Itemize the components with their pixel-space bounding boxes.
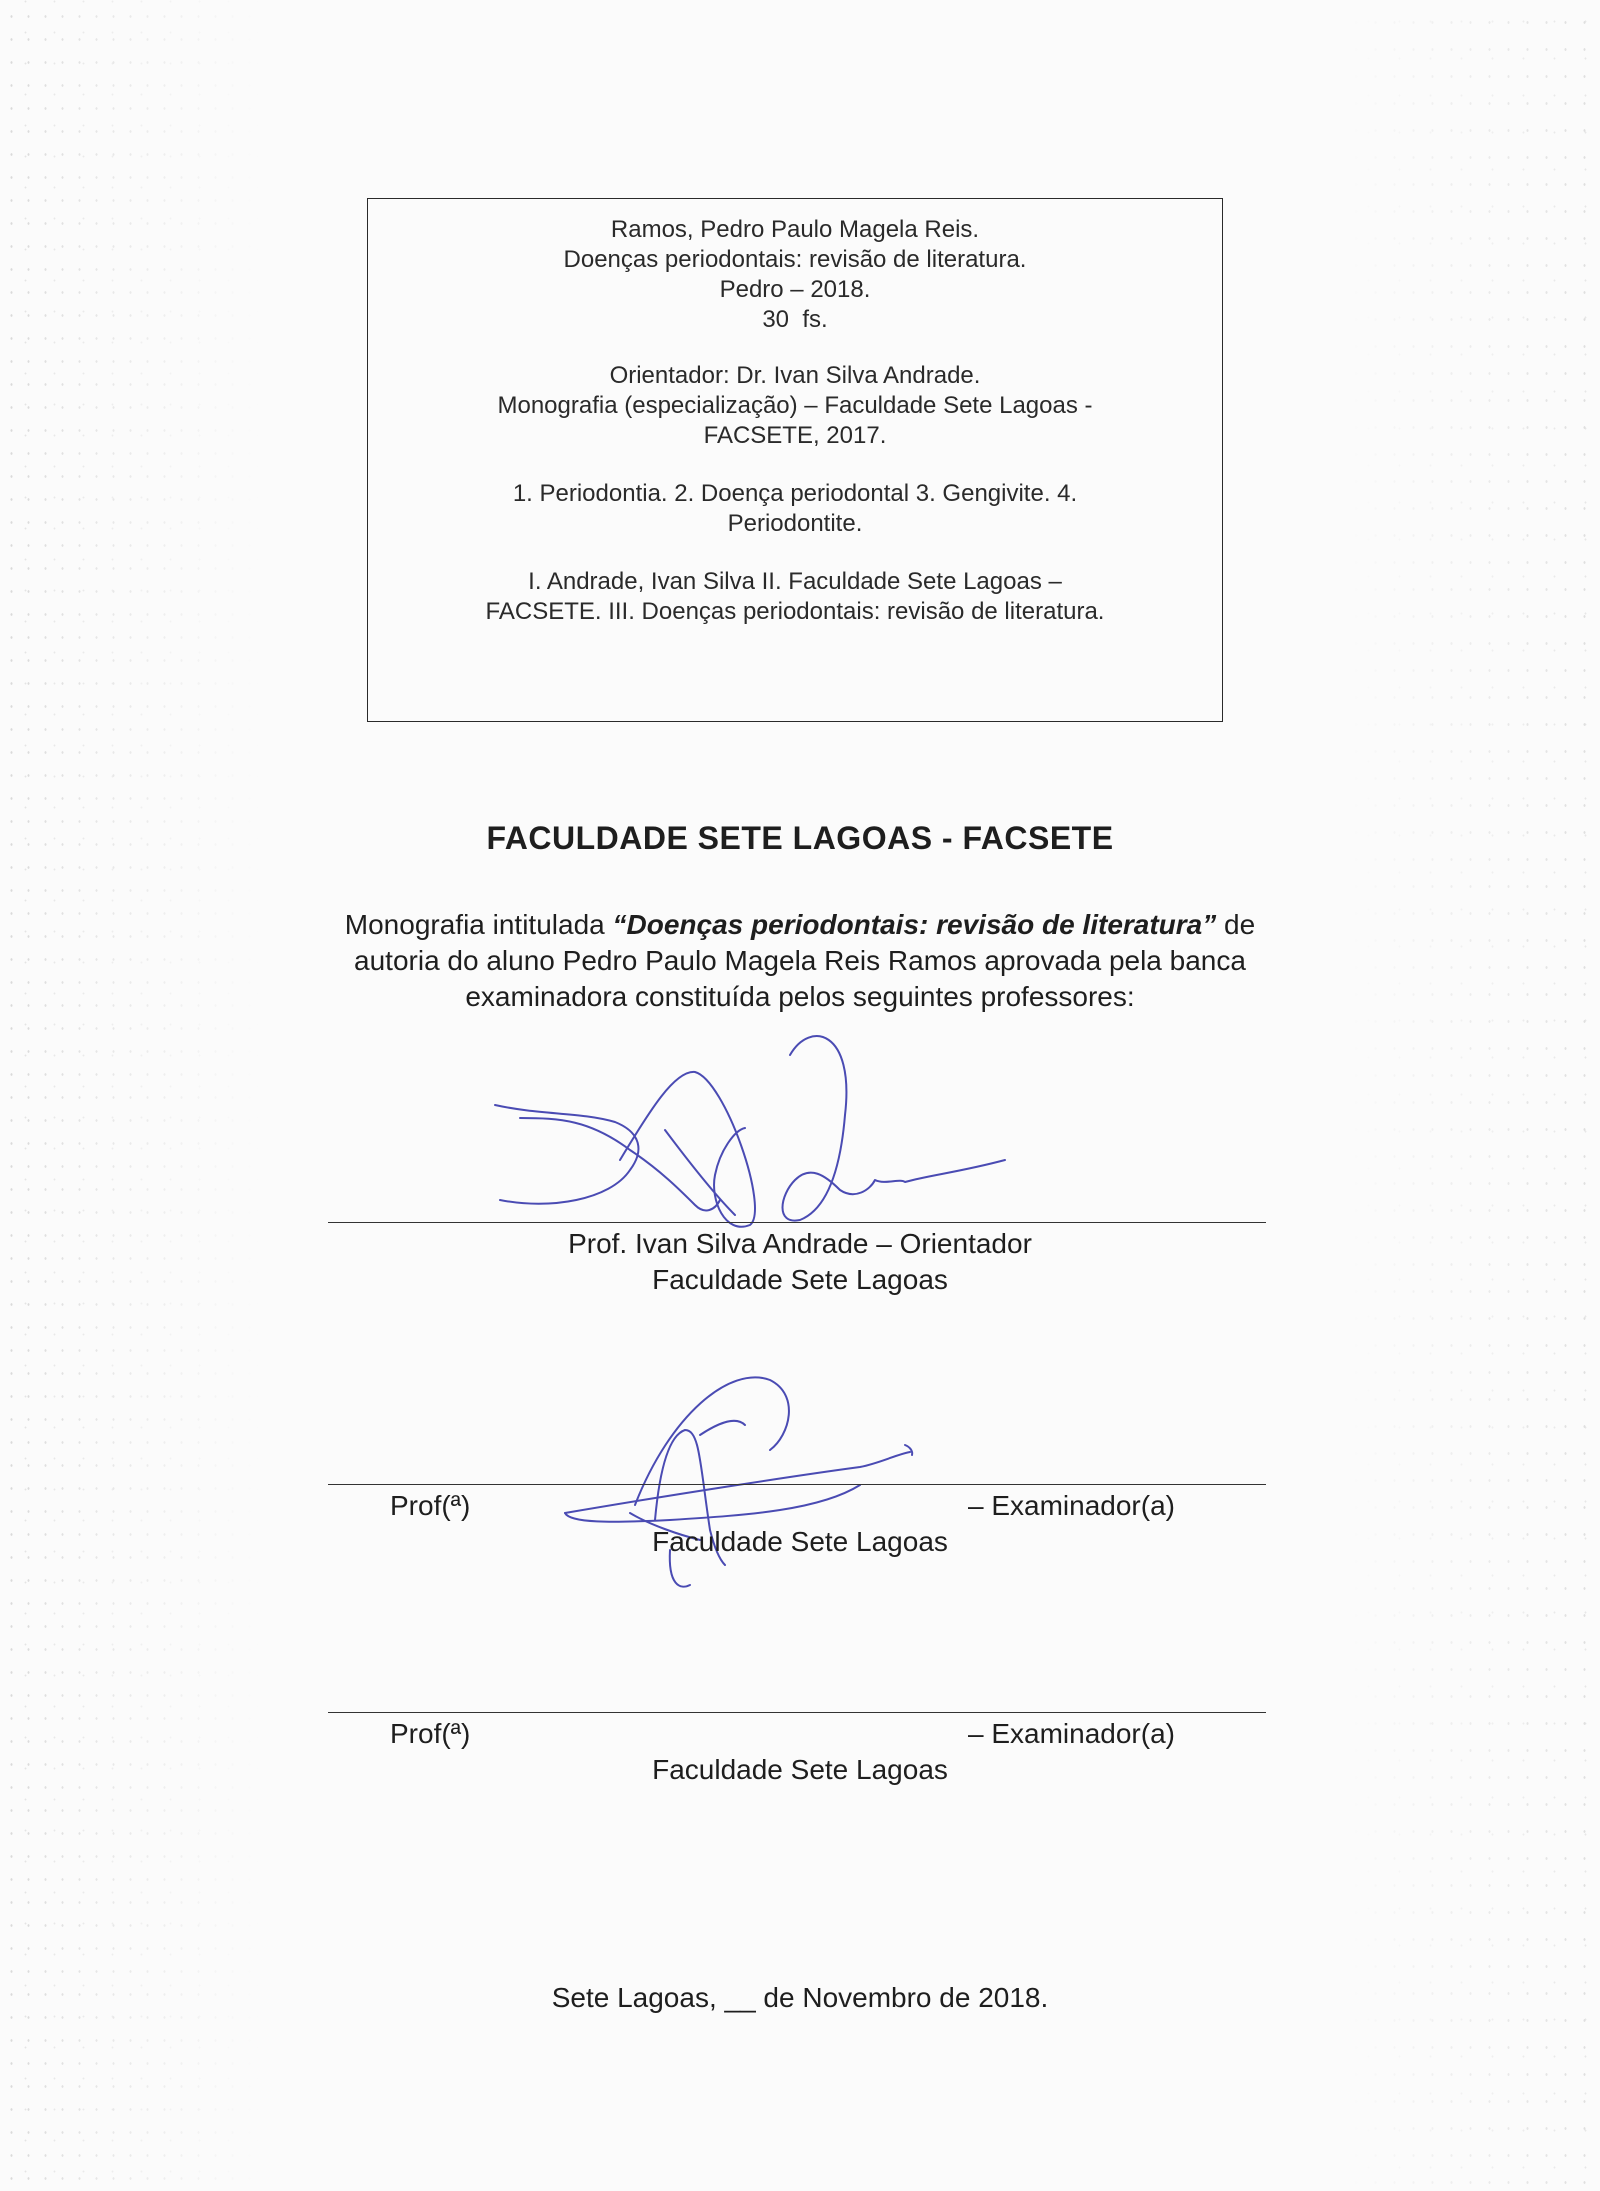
catalog-line: Periodontite. xyxy=(727,510,863,537)
catalog-line: Ramos, Pedro Paulo Magela Reis. xyxy=(610,216,980,243)
catalog-line: 30 fs. xyxy=(762,306,828,333)
examiner-signature xyxy=(550,1345,970,1605)
advisor-name-role: Prof. Ivan Silva Andrade – Orientador xyxy=(568,1228,1032,1259)
catalog-card xyxy=(367,198,1223,722)
place-date-line: Sete Lagoas, __ de Novembro de 2018. xyxy=(551,1982,1049,2013)
catalog-line: Orientador: Dr. Ivan Silva Andrade. xyxy=(609,362,981,389)
intro-prefix: Monografia intitulada xyxy=(344,909,613,940)
advisor-signature xyxy=(480,1000,1020,1240)
examiner-2-prefix: Prof(ª) xyxy=(390,1718,471,1749)
signature-line-examiner-1 xyxy=(328,1484,1266,1485)
catalog-line: 1. Periodontia. 2. Doença periodontal 3. Gengivite. 4. xyxy=(512,480,1078,507)
signature-line-advisor xyxy=(328,1222,1266,1223)
examiner-1-institution: Faculdade Sete Lagoas xyxy=(652,1526,948,1557)
catalog-line: I. Andrade, Ivan Silva II. Faculdade Sete Lagoas – xyxy=(528,568,1062,595)
examiner-1-prefix: Prof(ª) xyxy=(390,1490,471,1521)
approval-line-3: examinadora constituída pelos seguintes professores: xyxy=(465,981,1135,1012)
intro-suffix: de xyxy=(1216,909,1256,940)
catalog-line: Doenças periodontais: revisão de literatura. xyxy=(563,246,1027,273)
catalog-line: FACSETE, 2017. xyxy=(703,422,887,449)
institution-title: FACULDADE SETE LAGOAS - FACSETE xyxy=(486,820,1114,856)
catalog-card-subjects-block xyxy=(368,479,1222,539)
catalog-line: Pedro – 2018. xyxy=(719,276,871,303)
catalog-card-author-block xyxy=(368,215,1222,335)
catalog-card-advisor-block xyxy=(368,361,1222,451)
approval-line-2: autoria do aluno Pedro Paulo Magela Reis Ramos aprovada pela banca xyxy=(354,945,1246,976)
monograph-title: “Doenças periodontais: revisão de literatura” xyxy=(612,909,1217,940)
catalog-line: FACSETE. III. Doenças periodontais: revisão de literatura. xyxy=(485,598,1105,625)
scan-noise-right xyxy=(1340,0,1600,2191)
approval-line-1 xyxy=(250,907,1350,943)
catalog-card-entries-block xyxy=(368,567,1222,627)
advisor-institution: Faculdade Sete Lagoas xyxy=(652,1264,948,1295)
scan-noise-left xyxy=(0,0,260,2191)
approval-paragraph xyxy=(250,907,1350,1015)
catalog-line: Monografia (especialização) – Faculdade Sete Lagoas - xyxy=(497,392,1093,419)
examiner-2-institution: Faculdade Sete Lagoas xyxy=(652,1754,948,1785)
examiner-1-role: – Examinador(a) xyxy=(968,1490,1175,1521)
signature-line-examiner-2 xyxy=(328,1712,1266,1713)
examiner-2-role: – Examinador(a) xyxy=(968,1718,1175,1749)
